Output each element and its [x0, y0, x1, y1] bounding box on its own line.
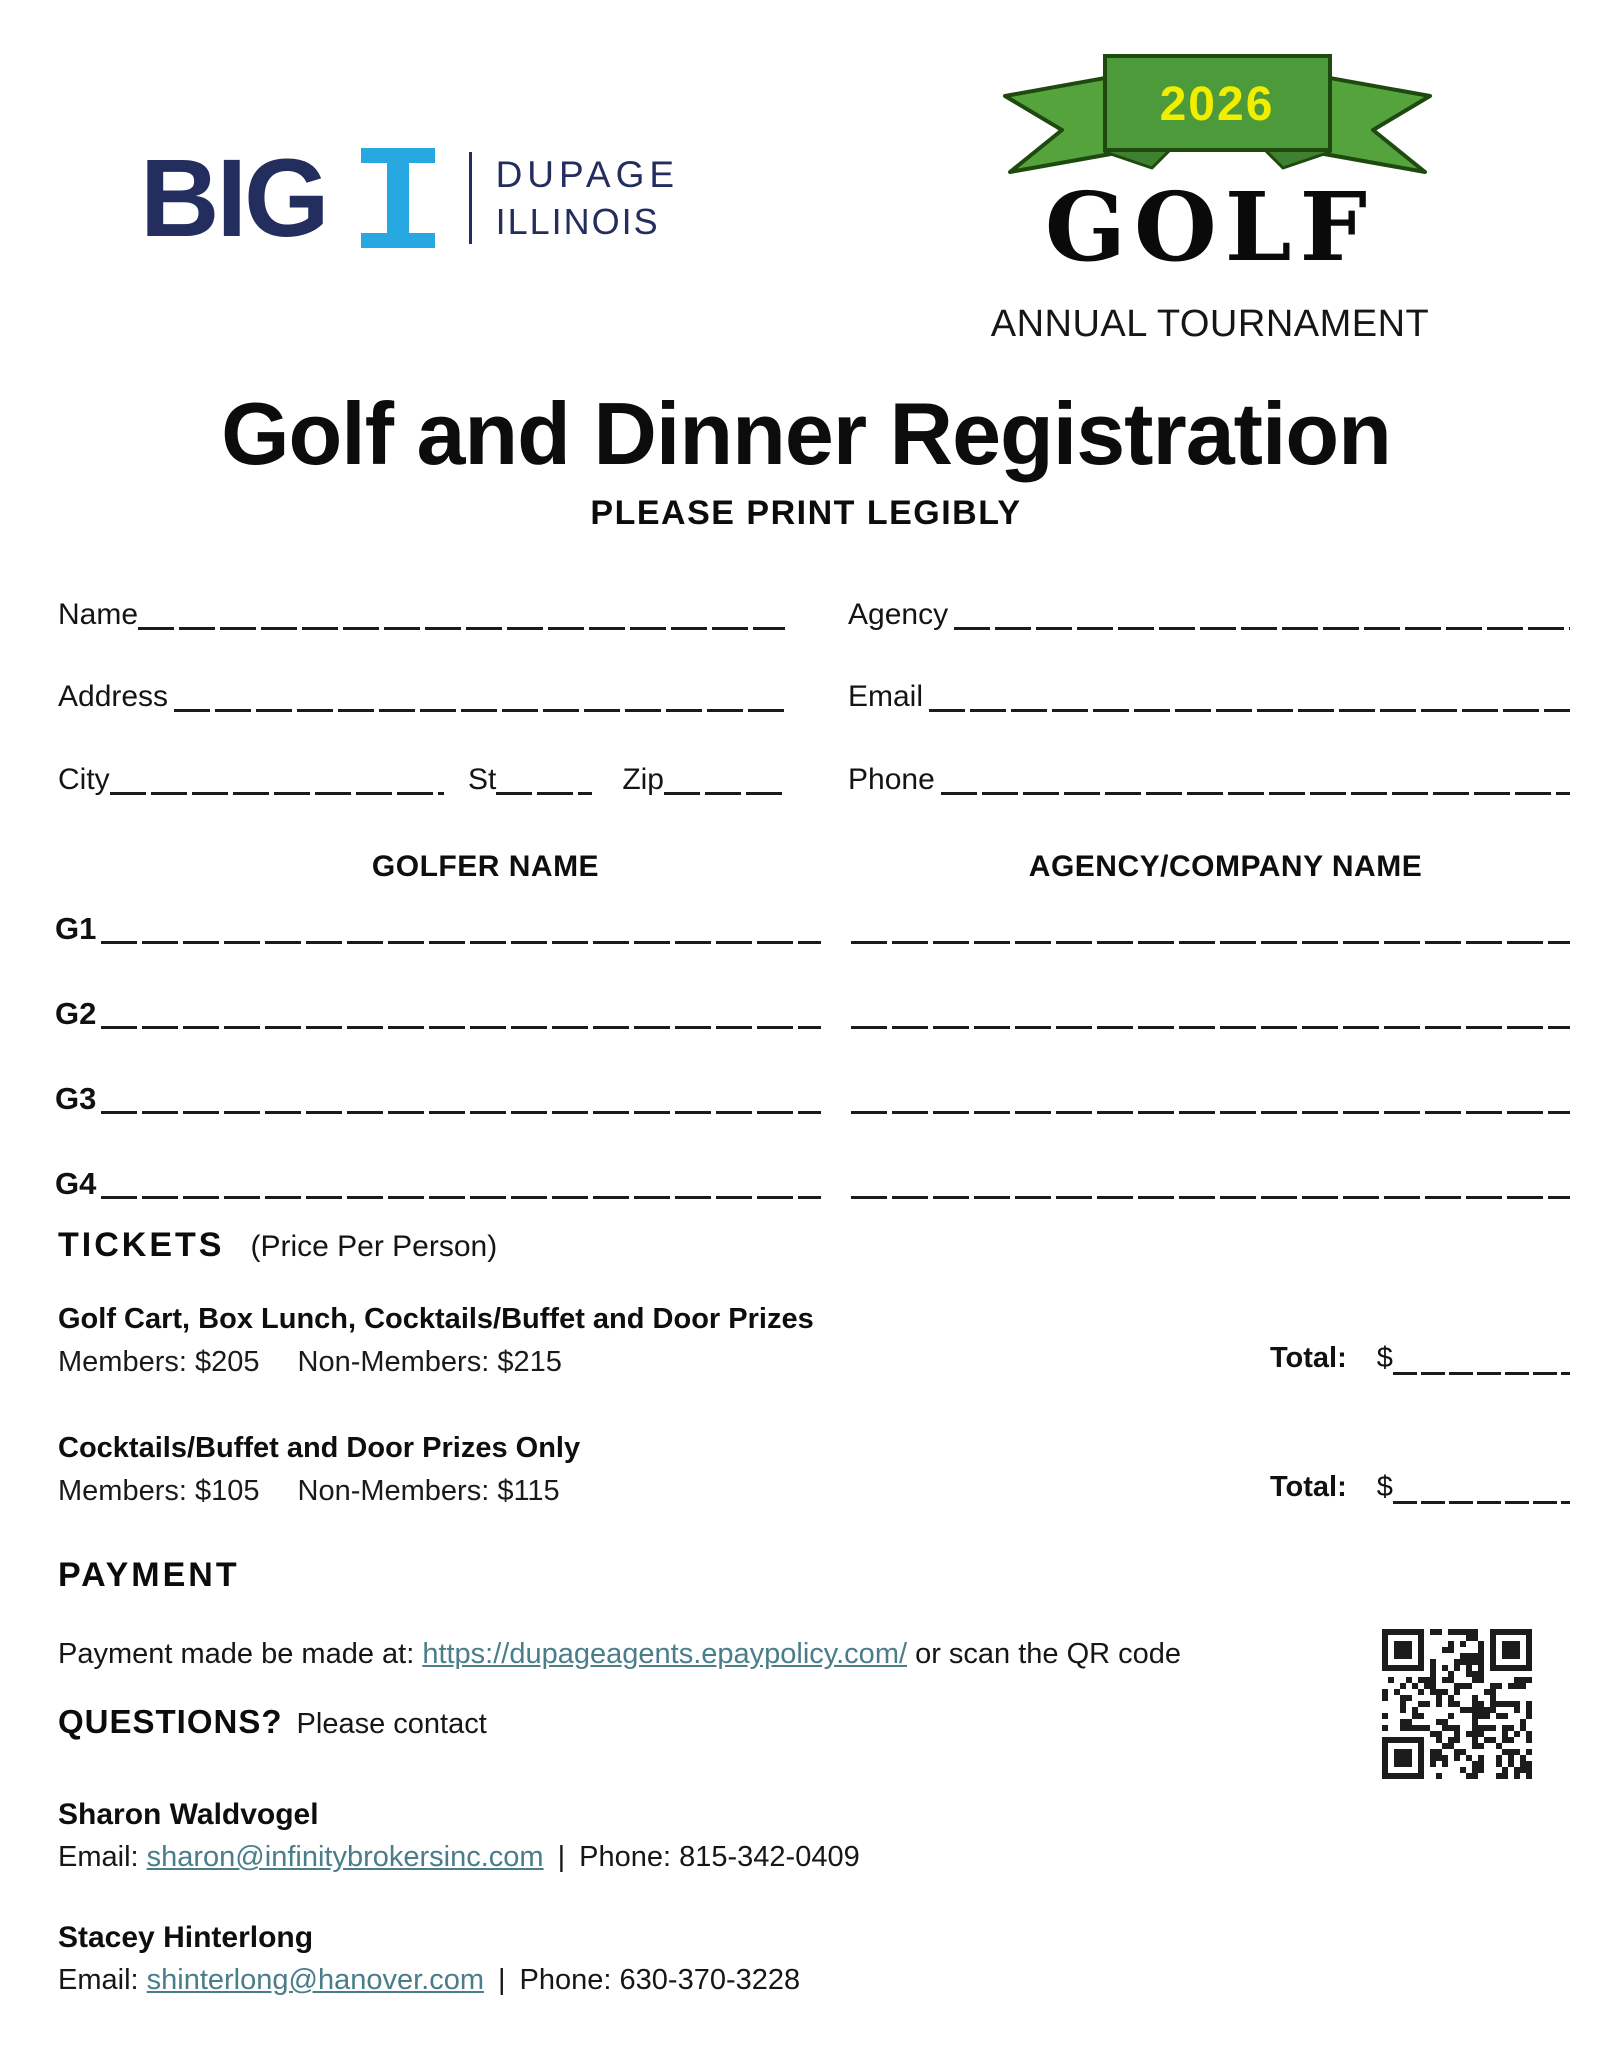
email-field-row: [848, 670, 1570, 712]
agency-label: Agency: [848, 598, 949, 631]
golfer-name-header: GOLFER NAME: [371, 850, 600, 883]
g1-label: G1: [55, 911, 97, 946]
questions-section-header: [58, 1703, 487, 1741]
st-blank-line: [496, 781, 592, 795]
option1-total-blank-line: [1393, 1361, 1570, 1375]
tickets-section-header: [58, 1226, 497, 1265]
g4-label: G4: [55, 1166, 97, 1201]
questions-text: Please contact: [296, 1708, 487, 1740]
contact2-email-link[interactable]: shinterlong@hanover.com: [146, 1964, 484, 1996]
dollar-sign: $: [1376, 1471, 1393, 1503]
tickets-heading: TICKETS: [58, 1226, 225, 1264]
logo-ibeam-icon: [361, 148, 435, 248]
qr-code: [1382, 1628, 1532, 1780]
email-blank-line: [929, 698, 1570, 712]
g4-golfer-blank-line: [101, 1185, 821, 1199]
phone-label: Phone: [848, 763, 935, 796]
page-subtitle: PLEASE PRINT LEGIBLY: [590, 494, 1022, 532]
phone-field-row: [848, 753, 1570, 795]
logo-region-text: [496, 152, 680, 243]
g3-golfer-blank-line: [101, 1100, 821, 1114]
address-field-row: [58, 670, 785, 712]
questions-heading: QUESTIONS?: [58, 1703, 283, 1740]
contact2-details: [58, 1964, 800, 1997]
payment-url-link[interactable]: https://dupageagents.epaypolicy.com/: [422, 1638, 908, 1670]
total-label: Total:: [1270, 1342, 1347, 1374]
logo-divider: [469, 152, 472, 244]
name-blank-line: [138, 616, 785, 630]
g1-golfer-blank-line: [101, 930, 821, 944]
contact1-name: Sharon Waldvogel: [58, 1798, 319, 1831]
ticket-option1-title: Golf Cart, Box Lunch, Cocktails/Buffet and Door Prizes: [58, 1303, 814, 1335]
city-blank-line: [110, 781, 444, 795]
option1-members-price: Members: $205: [58, 1346, 260, 1378]
big-i-logo: [140, 136, 680, 260]
payment-heading: PAYMENT: [58, 1556, 240, 1594]
dollar-sign: $: [1376, 1342, 1393, 1374]
g2-golfer-blank-line: [101, 1015, 821, 1029]
g1-agency-blank-line: [851, 930, 1571, 944]
annual-tournament-subtitle: ANNUAL TOURNAMENT: [990, 303, 1430, 345]
page-title: Golf and Dinner Registration: [221, 384, 1391, 483]
city-label: City: [58, 763, 110, 796]
option1-nonmembers-price: Non-Members: $215: [297, 1346, 562, 1378]
payment-text-before: Payment made be made at:: [58, 1638, 423, 1670]
total-label: Total:: [1270, 1471, 1347, 1503]
city-st-zip-row: [58, 753, 785, 795]
ticket-option2-total: [1270, 1471, 1570, 1504]
golfer-row-g1: [55, 900, 1570, 944]
option2-members-price: Members: $105: [58, 1475, 260, 1507]
payment-section-header: [58, 1556, 240, 1595]
golfer-row-g4: [55, 1155, 1570, 1199]
st-label: St: [467, 763, 497, 796]
contact2-phone: 630-370-3228: [619, 1964, 801, 1996]
separator: |: [498, 1964, 506, 1996]
contact2-phone-label: Phone:: [519, 1964, 612, 1996]
name-field-row: [58, 588, 785, 630]
contact2-email-label: Email:: [58, 1964, 139, 1996]
g3-label: G3: [55, 1081, 97, 1116]
g2-agency-blank-line: [851, 1015, 1571, 1029]
name-label: Name: [58, 598, 139, 631]
zip-blank-line: [664, 781, 785, 795]
contact1-email-label: Email:: [58, 1841, 139, 1873]
contact1-phone: 815-342-0409: [679, 1841, 860, 1873]
agency-blank-line: [954, 616, 1570, 630]
g4-agency-blank-line: [851, 1185, 1571, 1199]
contact1-phone-label: Phone:: [579, 1841, 672, 1873]
payment-instructions: [58, 1638, 1181, 1671]
agency-company-header: AGENCY/COMPANY NAME: [1028, 850, 1423, 883]
golf-banner-title: GOLF: [1044, 172, 1376, 283]
contact2-name: Stacey Hinterlong: [58, 1921, 314, 1954]
contact1-details: [58, 1841, 860, 1874]
golfer-row-g3: [55, 1070, 1570, 1114]
ticket-option2-title: Cocktails/Buffet and Door Prizes Only: [58, 1432, 581, 1464]
ticket-option2-prices: [58, 1475, 560, 1508]
ribbon-year-text: 2026: [1159, 78, 1275, 131]
logo-region-line2: ILLINOIS: [495, 200, 660, 242]
zip-label: Zip: [622, 763, 664, 796]
logo-region-line1: DUPAGE: [495, 154, 680, 196]
logo-big-text: BIG: [140, 136, 327, 260]
ticket-option1-total: [1270, 1342, 1570, 1375]
g3-agency-blank-line: [851, 1100, 1571, 1114]
agency-field-row: [848, 588, 1570, 630]
option2-total-blank-line: [1393, 1490, 1570, 1504]
ticket-option1-prices: [58, 1346, 562, 1379]
address-blank-line: [174, 698, 785, 712]
phone-blank-line: [941, 781, 1570, 795]
email-label: Email: [848, 680, 924, 713]
contact1-email-link[interactable]: sharon@infinitybrokersinc.com: [146, 1841, 544, 1873]
separator: |: [557, 1841, 566, 1873]
golfer-row-g2: [55, 985, 1570, 1029]
option2-nonmembers-price: Non-Members: $115: [297, 1475, 560, 1507]
payment-text-after: or scan the QR code: [907, 1638, 1182, 1670]
address-label: Address: [58, 680, 169, 713]
g2-label: G2: [55, 996, 97, 1031]
year-ribbon-banner: [990, 40, 1445, 192]
tickets-note: (Price Per Person): [250, 1230, 498, 1263]
